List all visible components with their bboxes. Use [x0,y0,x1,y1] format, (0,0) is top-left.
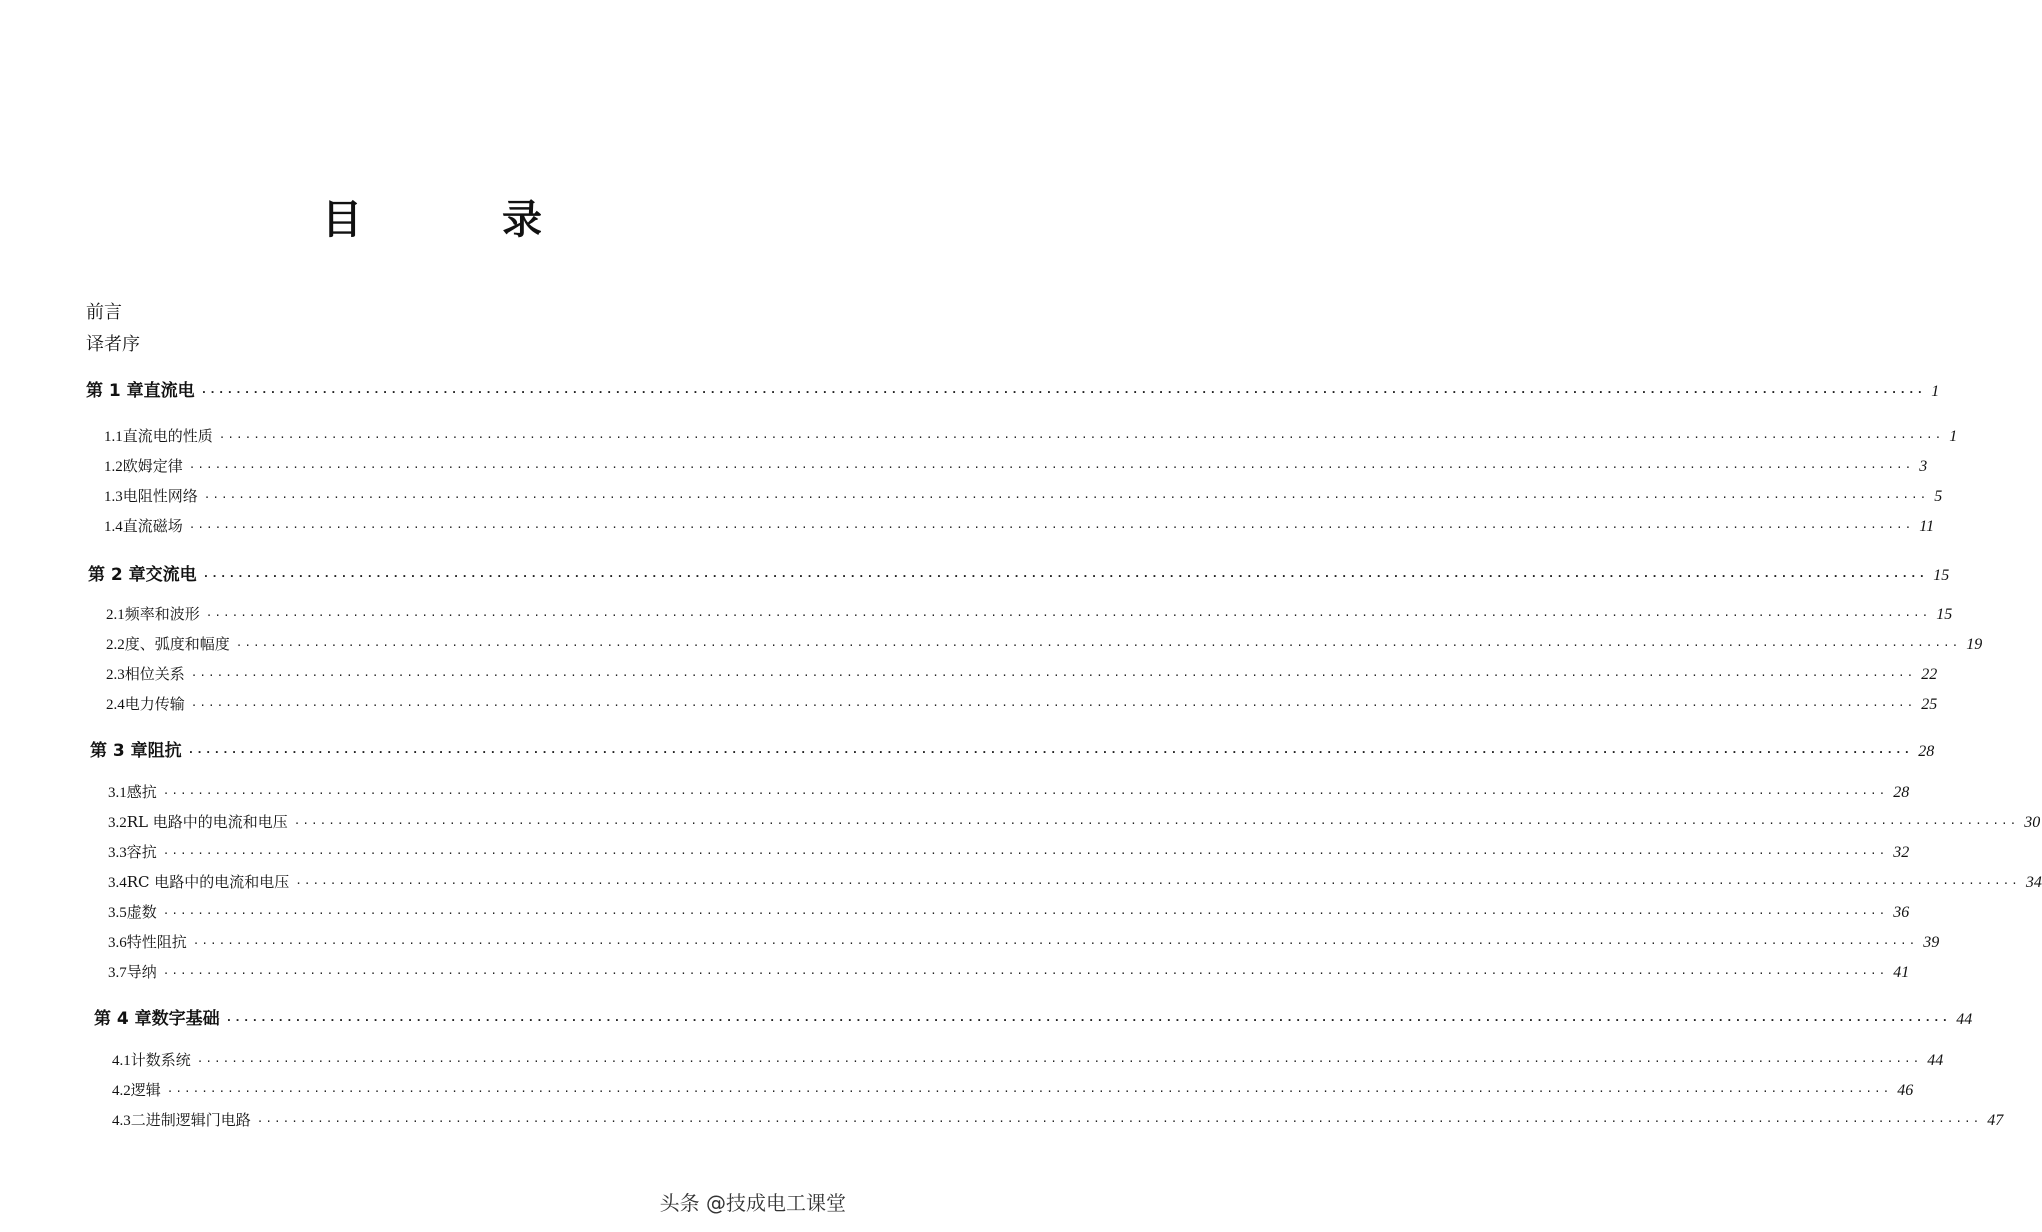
toc-section-1-3-number: 1.3 [104,489,123,505]
toc-chapter-4-leader-dots: ········································································································································································································ [225,1014,1951,1027]
toc-section-1-1-leader-dots: ········································································································································································································ [218,431,1944,444]
toc-chapter-2-leader-dots: ········································································································································································································ [202,570,1928,583]
toc-section-1-2-title: 欧姆定律 [122,457,183,475]
toc-section-3-7[interactable] [108,961,1910,982]
toc-section-3-1-page-number: 28 [1893,784,1910,801]
toc-chapter-3-leader-dots: ········································································································································································································ [187,746,1913,759]
toc-section-1-2-number: 1.2 [104,459,123,475]
toc-section-2-3-title: 相位关系 [124,665,185,683]
toc-section-2-4-title: 电力传输 [124,695,185,713]
toc-chapter-3[interactable] [90,736,1935,761]
toc-section-4-1-number: 4.1 [112,1053,131,1069]
toc-section-2-4-page-number: 25 [1921,696,1938,713]
toc-section-3-5-page-number: 36 [1893,904,1910,921]
toc-section-2-1-page-number: 15 [1936,606,1953,623]
toc-section-3-1[interactable] [108,781,1910,802]
toc-section-3-4-number: 3.4 [108,875,127,891]
toc-chapter-3-title: 阻抗 [147,741,182,761]
toc-section-2-3-leader-dots: ········································································································································································································ [190,669,1916,682]
toc-section-4-3[interactable] [112,1109,2004,1130]
toc-section-4-2-page-number: 46 [1897,1082,1914,1099]
toc-section-3-4[interactable] [108,871,2042,892]
toc-section-4-1-title: 计数系统 [130,1051,191,1069]
toc-section-3-3[interactable] [108,841,1910,862]
title-char-1: 目 [322,197,362,243]
toc-section-1-4-title: 直流磁场 [122,517,183,535]
toc-section-3-4-title: RC 电路中的电流和电压 [126,873,290,891]
toc-section-3-7-page-number: 41 [1893,964,1910,981]
toc-chapter-1-title: 直流电 [143,381,195,401]
toc-section-3-1-leader-dots: ········································································································································································································ [162,787,1888,800]
toc-section-4-3-number: 4.3 [112,1113,131,1129]
toc-section-3-2-page-number: 30 [2024,814,2041,831]
toc-chapter-1-page-number: 1 [1931,383,1940,400]
toc-chapter-4-title: 数字基础 [151,1009,220,1029]
toc-section-2-3[interactable] [106,663,1938,684]
toc-section-1-4-number: 1.4 [104,519,123,535]
toc-section-1-1[interactable] [104,425,1958,446]
toc-section-2-3-page-number: 22 [1921,666,1938,683]
toc-chapter-1[interactable] [86,376,1940,401]
toc-section-3-3-page-number: 32 [1893,844,1910,861]
toc-section-1-2-page-number: 3 [1919,458,1928,475]
toc-section-1-1-title: 直流电的性质 [122,427,213,445]
toc-section-2-1-title: 频率和波形 [124,605,200,623]
toc-section-1-4-page-number: 11 [1919,518,1935,535]
toc-section-3-3-number: 3.3 [108,845,127,861]
toc-section-3-6[interactable] [108,931,1940,952]
toc-section-3-2-title: RL 电路中的电流和电压 [126,813,288,831]
toc-chapter-3-page-number: 28 [1918,743,1935,760]
toc-section-4-1-page-number: 44 [1927,1052,1944,1069]
toc-chapter-3-number: 第 3 章 [90,741,148,761]
toc-chapter-4-page-number: 44 [1956,1011,1973,1028]
toc-section-1-2[interactable] [104,455,1928,476]
toc-section-1-4-leader-dots: ········································································································································································································ [188,521,1914,534]
toc-section-1-1-number: 1.1 [104,429,123,445]
toc-chapter-2[interactable] [88,560,1950,585]
toc-section-3-5-number: 3.5 [108,905,127,921]
toc-chapter-1-number: 第 1 章 [86,381,144,401]
toc-section-2-1-number: 2.1 [106,607,125,623]
toc-section-3-1-title: 感抗 [126,783,157,801]
toc-section-1-3-title: 电阻性网络 [122,487,198,505]
toc-section-2-1[interactable] [106,603,1953,624]
toc-section-1-4[interactable] [104,515,1935,536]
toc-section-3-3-leader-dots: ········································································································································································································ [162,847,1888,860]
front-matter-translator-preface[interactable]: 译者序 [86,334,140,355]
toc-section-2-2-title: 度、弧度和幅度 [124,635,230,653]
title-char-2: 录 [502,197,542,243]
toc-section-3-5-leader-dots: ········································································································································································································ [162,907,1888,920]
front-matter-preface[interactable]: 前言 [86,302,122,323]
toc-section-2-4[interactable] [106,693,1938,714]
toc-section-3-4-page-number: 34 [2025,874,2042,891]
toc-section-1-3-leader-dots: ········································································································································································································ [203,491,1929,504]
toc-section-4-2-leader-dots: ········································································································································································································ [166,1085,1892,1098]
toc-section-2-4-number: 2.4 [106,697,125,713]
toc-section-4-1-leader-dots: ········································································································································································································ [196,1055,1922,1068]
toc-section-2-2[interactable] [106,633,1983,654]
toc-section-3-7-number: 3.7 [108,965,127,981]
toc-section-2-2-leader-dots: ········································································································································································································ [235,639,1961,652]
toc-section-3-3-title: 容抗 [126,843,157,861]
toc-section-3-6-leader-dots: ········································································································································································································ [192,937,1918,950]
watermark: 头条 @技成电工课堂 [659,1191,846,1215]
toc-section-1-1-page-number: 1 [1949,428,1958,445]
toc-section-3-2-number: 3.2 [108,815,127,831]
toc-section-2-3-number: 2.3 [106,667,125,683]
toc-section-1-2-leader-dots: ········································································································································································································ [188,461,1914,474]
toc-section-2-2-number: 2.2 [106,637,125,653]
toc-section-3-7-title: 导纳 [126,963,157,981]
toc-section-3-5[interactable] [108,901,1910,922]
toc-section-3-6-number: 3.6 [108,935,127,951]
toc-section-4-2-title: 逻辑 [130,1081,161,1099]
toc-section-4-1[interactable] [112,1049,1944,1070]
toc-chapter-2-page-number: 15 [1933,567,1950,584]
toc-section-4-3-leader-dots: ········································································································································································································ [256,1115,1982,1128]
toc-section-3-2[interactable] [108,811,2041,832]
toc-section-3-6-page-number: 39 [1923,934,1940,951]
toc-section-4-2[interactable] [112,1079,1914,1100]
toc-section-3-5-title: 虚数 [126,903,157,921]
toc-chapter-2-number: 第 2 章 [88,565,146,585]
toc-section-4-2-number: 4.2 [112,1083,131,1099]
toc-section-1-3[interactable] [104,485,1943,506]
toc-section-3-2-leader-dots: ········································································································································································································ [293,817,2019,830]
toc-section-3-4-leader-dots: ········································································································································································································ [295,877,2020,890]
toc-section-2-2-page-number: 19 [1966,636,1983,653]
toc-section-2-4-leader-dots: ········································································································································································································ [190,699,1916,712]
toc-chapter-4[interactable] [94,1004,1973,1029]
toc-section-3-7-leader-dots: ········································································································································································································ [162,967,1888,980]
toc-section-3-6-title: 特性阻抗 [126,933,187,951]
toc-section-1-3-page-number: 5 [1934,488,1943,505]
toc-chapter-4-number: 第 4 章 [94,1009,152,1029]
toc-section-3-1-number: 3.1 [108,785,127,801]
toc-section-4-3-page-number: 47 [1987,1112,2004,1129]
toc-chapter-2-title: 交流电 [145,565,197,585]
toc-section-2-1-leader-dots: ········································································································································································································ [205,609,1931,622]
toc-chapter-1-leader-dots: ········································································································································································································ [200,386,1926,399]
toc-section-4-3-title: 二进制逻辑门电路 [130,1111,251,1129]
